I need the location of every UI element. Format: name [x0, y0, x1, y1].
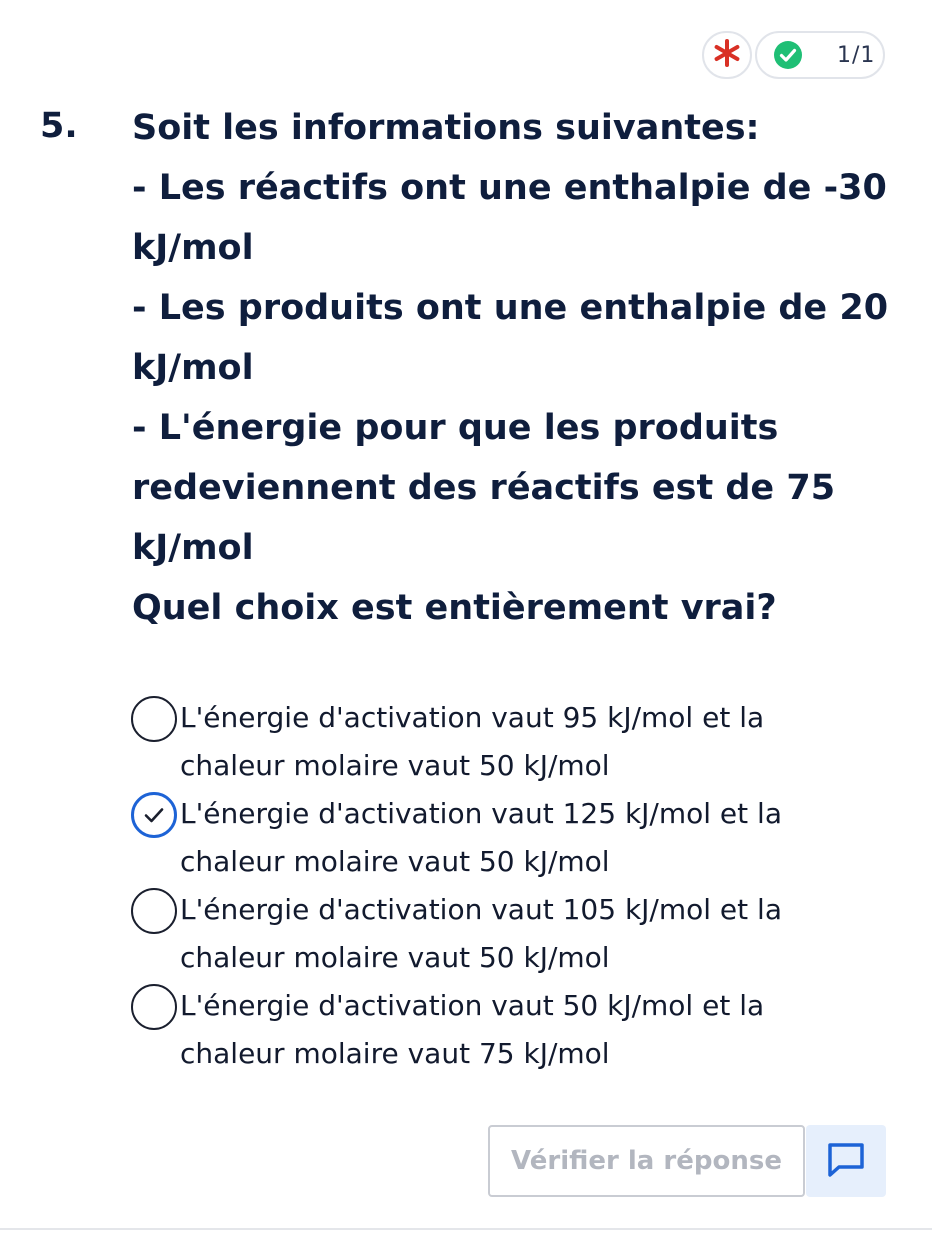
radio-checked-icon[interactable]: [131, 792, 177, 838]
answer-option-label: [180, 694, 910, 790]
asterisk-icon: [712, 38, 742, 72]
score-badge: [755, 31, 885, 79]
answer-option-line: L'énergie d'activation vaut 95 kJ/mol et la: [180, 701, 765, 734]
question-number: 5.: [40, 106, 78, 146]
comment-button[interactable]: [806, 1125, 886, 1197]
answer-option-1[interactable]: [130, 694, 910, 790]
question-text: [132, 98, 912, 638]
answer-option-line: L'énergie d'activation vaut 50 kJ/mol et la: [180, 989, 765, 1022]
answer-option-3[interactable]: [130, 886, 910, 982]
answer-option-label: [180, 790, 910, 886]
question-line: kJ/mol: [132, 228, 254, 268]
divider: [0, 1228, 932, 1230]
required-indicator: [702, 31, 752, 79]
comment-icon: [825, 1140, 867, 1183]
question-line: - Les réactifs ont une enthalpie de -30: [132, 168, 887, 208]
answer-option-line: L'énergie d'activation vaut 105 kJ/mol et la: [180, 893, 782, 926]
answer-option-2[interactable]: [130, 790, 910, 886]
radio-unchecked-icon[interactable]: [131, 888, 177, 934]
question-line: kJ/mol: [132, 348, 254, 388]
question-line: - L'énergie pour que les produits: [132, 408, 779, 448]
answer-option-line: chaleur molaire vaut 50 kJ/mol: [180, 845, 610, 878]
answer-option-label: [180, 982, 910, 1078]
question-line: Quel choix est entièrement vrai?: [132, 588, 777, 628]
answer-option-line: chaleur molaire vaut 50 kJ/mol: [180, 941, 610, 974]
question-line: - Les produits ont une enthalpie de 20: [132, 288, 889, 328]
verify-answer-button[interactable]: Vérifier la réponse: [488, 1125, 805, 1197]
question-line: kJ/mol: [132, 528, 254, 568]
answer-option-line: chaleur molaire vaut 75 kJ/mol: [180, 1037, 610, 1070]
question-line: redeviennent des réactifs est de 75: [132, 468, 836, 508]
answer-option-line: L'énergie d'activation vaut 125 kJ/mol et la: [180, 797, 782, 830]
answer-option-label: [180, 886, 910, 982]
radio-unchecked-icon[interactable]: [131, 984, 177, 1030]
answer-option-4[interactable]: [130, 982, 910, 1078]
check-circle-icon: [773, 40, 803, 70]
radio-unchecked-icon[interactable]: [131, 696, 177, 742]
answer-option-line: chaleur molaire vaut 50 kJ/mol: [180, 749, 610, 782]
score-text: 1/1: [837, 42, 876, 68]
answer-options: [130, 694, 910, 1078]
question-line: Soit les informations suivantes:: [132, 108, 760, 148]
